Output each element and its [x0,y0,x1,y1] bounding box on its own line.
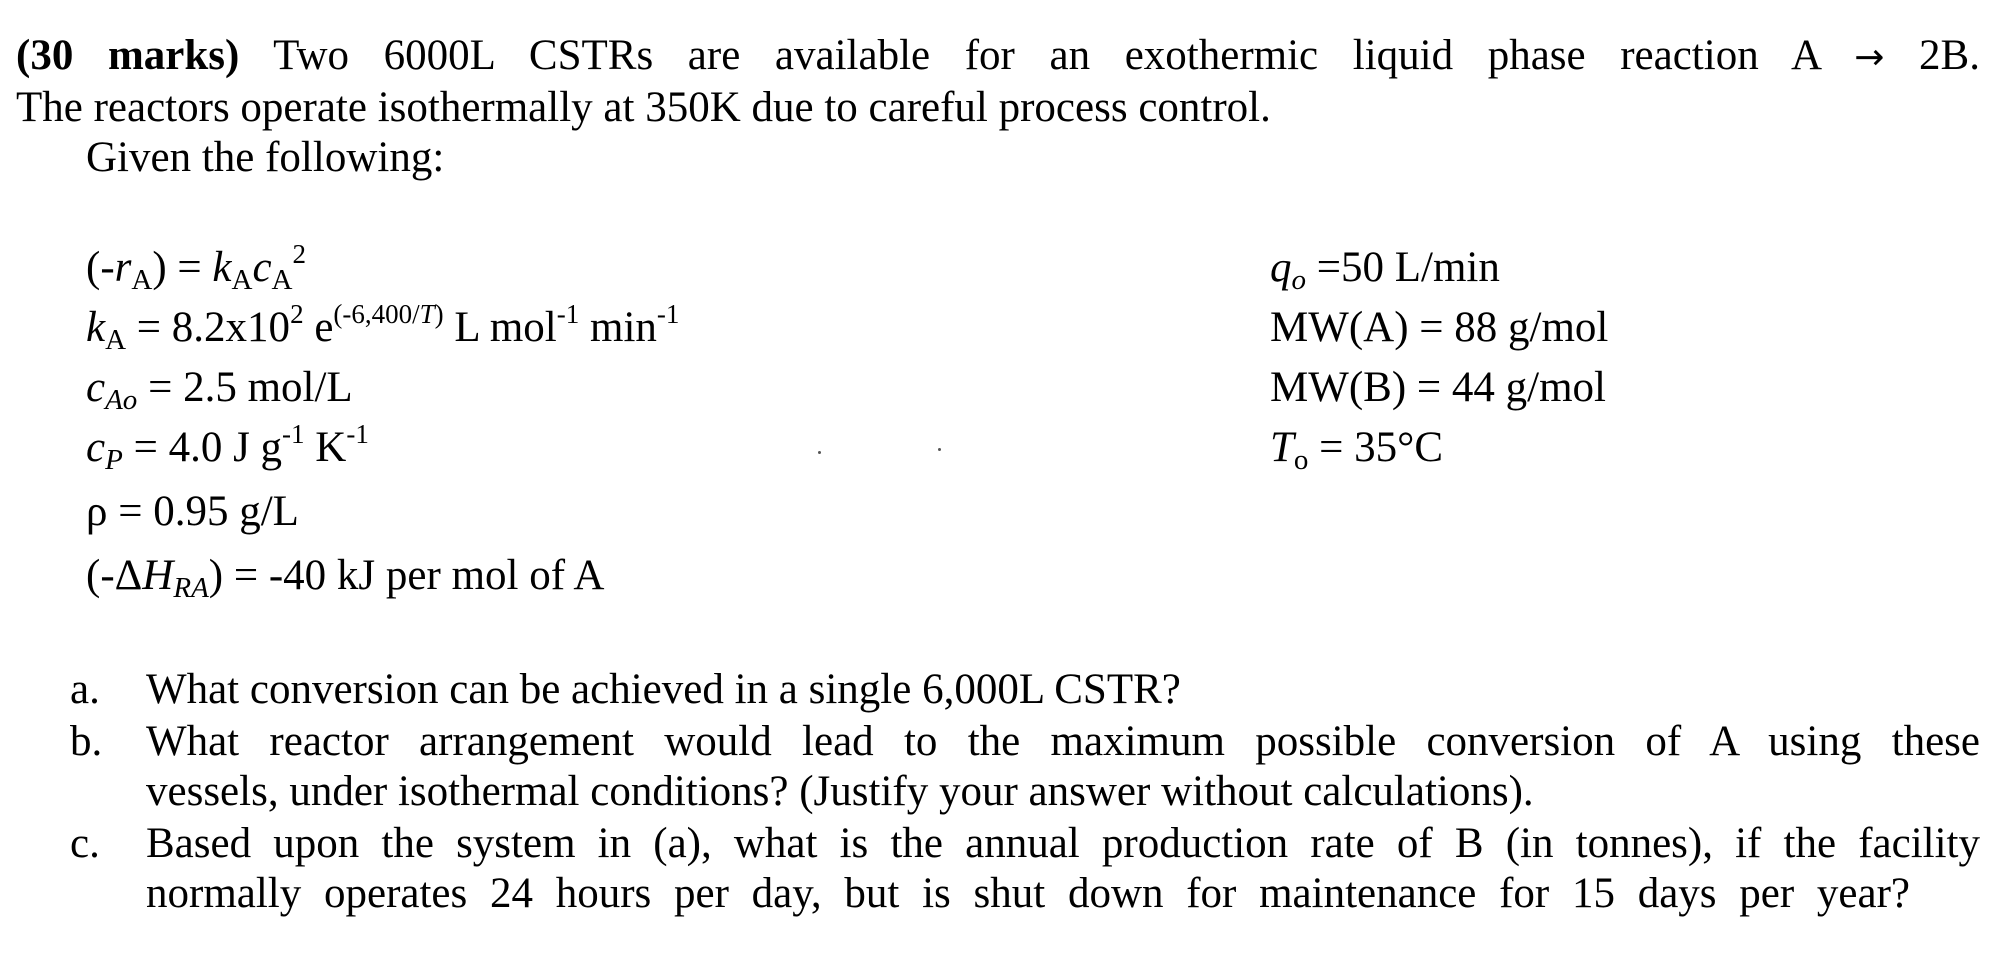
problem-intro-line-2: The reactors operate isothermally at 350K due to careful process control. [16,84,1271,131]
intro-text-end: 2B. [1884,32,1980,79]
intro-text: Two 6000L CSTRs are available for an exothermic liquid phase reaction A [239,32,1855,79]
volumetric-flow: $q_o =50$ L/min [1270,244,1500,296]
question-c-line-1: Based upon the system in (a), what is the annual production rate of B (in tonnes), if the facility [146,820,1980,867]
molecular-weight-a: MW(A) = 88 g/mol [1270,304,1609,351]
question-c-letter: c. [70,820,100,867]
question-a-letter: a. [70,666,100,713]
speck-mark [938,448,941,451]
question-b-line-1: What reactor arrangement would lead to the maximum possible conversion of A using these [146,718,1980,765]
problem-intro-line-1 [16,30,1980,84]
rate-law: $(-r_A) = k_Ac_A^2$ [86,239,306,296]
initial-concentration: $c_{Ao} = 2.5$ mol/L [86,364,353,416]
question-b-letter: b. [70,718,103,765]
question-b-line-2: vessels, under isothermal conditions? (Justify your answer without calculations). [146,768,1534,815]
heat-capacity: $c_P = 4.0$ J $g^{-1}$ $K^{-1}$ [86,419,369,476]
molecular-weight-b: MW(B) = 44 g/mol [1270,364,1606,411]
marks-label: (30 marks) [16,32,240,79]
speck-mark [818,451,821,454]
question-c-line-2: normally operates 24 hours per day, but is shut down for maintenance for 15 days per year? [146,870,1910,917]
rate-constant: $k_A = 8.2x10^2$ $e^{(-6,400/T)}$ L mol$^{-1}$ $\min^{-1}$ [86,299,680,356]
density: ρ = 0.95 g/L [86,488,299,535]
heat-of-reaction: $(-\Delta H_{RA}) = -40$ kJ per mol of A [86,552,605,604]
given-heading: Given the following: [86,134,445,181]
arrow-icon: → [1854,37,1885,78]
question-a-line-1: What conversion can be achieved in a single 6,000L CSTR? [146,666,1181,713]
feed-temperature: $T_o = 35^\circ C$ [1270,424,1444,476]
